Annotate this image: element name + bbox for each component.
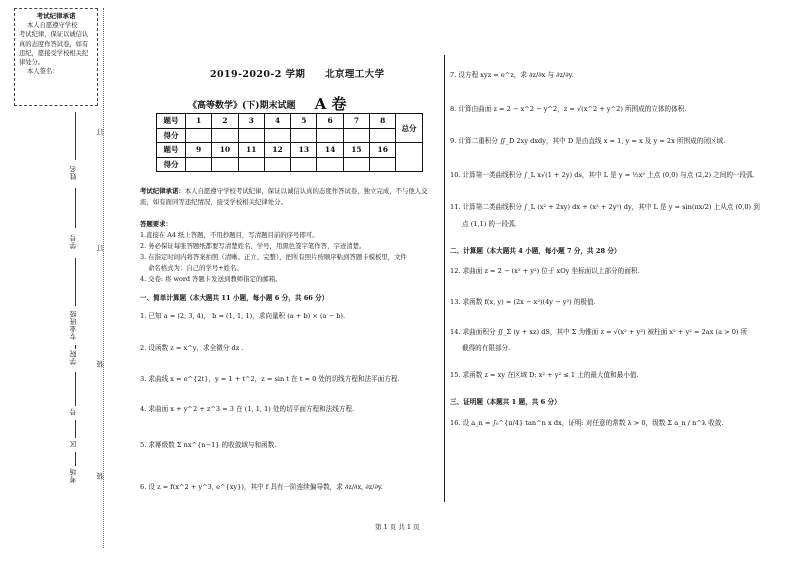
instruction-item: 3. 在指定时间内将答案拍照（清晰、正立、完整），把所有照片按顺序粘到答题卡模板里，文件 bbox=[140, 253, 407, 261]
score-cell bbox=[317, 157, 343, 172]
question-number: 14 bbox=[317, 143, 343, 158]
exam-title bbox=[188, 93, 347, 114]
binding-rule bbox=[75, 258, 76, 306]
binding-mark: 订 bbox=[96, 244, 104, 252]
pledge-label: 考试纪律承诺： bbox=[140, 187, 185, 195]
field-seat-label: 号 bbox=[69, 408, 77, 416]
binding-rule bbox=[75, 188, 76, 228]
answer-instructions bbox=[140, 219, 440, 285]
score-cell bbox=[212, 128, 238, 143]
question-10: 10. 计算第一类曲线积分 ∫_L x√(1 + 2y) ds，其中 L 是 y = ½x² 上点 (0,0) 与点 (2,2) 之间的一段弧. bbox=[450, 171, 755, 179]
question-number: 4 bbox=[264, 114, 290, 129]
score-cell bbox=[238, 157, 264, 172]
section2-title: 二、计算题（本大题共 4 小题，每小题 7 分，共 28 分） bbox=[450, 247, 621, 255]
honor-box-signature-label: 本人签名： bbox=[27, 68, 59, 76]
binding-rule bbox=[75, 112, 76, 160]
honor-box-line: 考试纪律，保证以诚信认 bbox=[19, 31, 89, 39]
question-number: 1 bbox=[186, 114, 212, 129]
exam-term-university: 2019-2020-2 学期 北京理工大学 bbox=[210, 69, 385, 80]
score-label: 得分 bbox=[157, 157, 186, 172]
instructions-label: 答题要求： bbox=[140, 220, 172, 228]
question-14-continued: 截得的有限部分. bbox=[462, 344, 511, 352]
question-number: 6 bbox=[317, 114, 343, 129]
binding-rule bbox=[75, 345, 76, 349]
column-divider bbox=[444, 55, 445, 502]
question-15: 15. 求函数 z = xy 在区域 D: x² + y² ≤ 1 上的最大值和最小值. bbox=[450, 371, 639, 379]
pledge-text: 本人自愿遵守学校考试纪律，保证以诚信认真的态度作答试卷，独立完成，不与他人交流，如有面同等违纪情况，接受学校相关纪律处分。 bbox=[140, 187, 428, 206]
honor-box-line: 违纪，愿接受学校相关纪 bbox=[19, 49, 89, 57]
field-exam-room-label: 考场 bbox=[69, 468, 77, 483]
instruction-item: 1.直接在 A4 纸上答题，不用抄题目，写清题目前的序号即可。 bbox=[140, 231, 319, 239]
question-9: 9. 计算二重积分 ∬_D 2xy dxdy，其中 D 是由直线 x = 1, y = x 及 y = 2x 所围成的闭区域. bbox=[450, 137, 726, 145]
question-11-continued: 点 (1,1) 的一段弧. bbox=[462, 220, 517, 228]
question-number: 7 bbox=[343, 114, 369, 129]
instruction-item: 4. 交卷: 将 word 答题卡发送到教师指定的邮箱。 bbox=[140, 275, 282, 283]
score-cell bbox=[212, 157, 238, 172]
score-cell bbox=[343, 128, 369, 143]
score-cell bbox=[370, 157, 396, 172]
question-number: 5 bbox=[291, 114, 317, 129]
question-1: 1. 已知 a = (2, 3, 4)， b = (1, 1, 1)，求向量积 (a + b) × (a − b). bbox=[140, 312, 346, 320]
binding-dotted-line bbox=[103, 8, 104, 548]
binding-rule bbox=[75, 452, 76, 466]
question-7: 7. 设方程 xyz = e^z，求 ∂z/∂x 与 ∂z/∂y. bbox=[450, 71, 574, 79]
section3-title: 三、证明题（本题共 1 题，共 6 分） bbox=[450, 398, 561, 406]
question-3: 3. 求曲线 x = e^{2t}，y = 1 + t^2，z = sin t 在 t = 0 处的切线方程和法平面方程. bbox=[140, 375, 400, 383]
question-16: 16. 设 a_n = ∫₀^{π/4} tan^n x dx，证明: 对任意的常数 λ > 0，级数 Σ a_n / n^λ 收敛. bbox=[450, 419, 724, 427]
question-4: 4. 求曲面 x + y^2 + z^3 = 3 在 (1, 1, 1) 处的切平面方程和法线方程. bbox=[140, 405, 355, 413]
question-2: 2. 设函数 z = x^y，求全微分 dz . bbox=[140, 344, 244, 352]
total-score-label: 总分 bbox=[396, 114, 422, 143]
question-5: 5. 求幂级数 Σ nx^{n−1} 的收敛域与和函数. bbox=[140, 441, 277, 449]
binding-mark: 装 bbox=[96, 472, 104, 480]
question-number: 2 bbox=[212, 114, 238, 129]
course-title: 《高等数学》(下)期末试题 bbox=[188, 101, 296, 111]
question-number: 11 bbox=[238, 143, 264, 158]
question-11: 11. 计算第二类曲线积分 ∫_L (x² + 2xy) dx + (x² + 2y²) dy，其中 L 是 y = sin(πx/2) 上从点 (0,0) 到 bbox=[450, 203, 760, 211]
total-score-cell bbox=[396, 143, 422, 172]
question-number: 9 bbox=[186, 143, 212, 158]
question-number-label: 题号 bbox=[157, 143, 186, 158]
score-cell bbox=[264, 157, 290, 172]
question-8: 8. 计算由曲面 z = 2 − x^2 − y^2，z = √(x^2 + y^2) 所围成的立体的体积. bbox=[450, 105, 687, 113]
question-number: 12 bbox=[264, 143, 290, 158]
honor-pledge-box bbox=[14, 8, 98, 106]
field-student-id-label: 学号 bbox=[69, 234, 77, 249]
field-college-label: 学院 bbox=[69, 350, 77, 365]
instruction-item: 命名格式为：自己的学号+姓名。 bbox=[148, 264, 243, 272]
page-number: 第 1 页 共 1 页 bbox=[375, 523, 420, 531]
score-table bbox=[156, 113, 423, 172]
binding-rule bbox=[75, 420, 76, 438]
score-cell bbox=[370, 128, 396, 143]
question-13: 13. 求函数 f(x, y) = (2x − x²)(4y − y²) 的极值. bbox=[450, 298, 596, 306]
section1-title: 一、简单计算题（本大题共 11 小题，每小题 6 分，共 66 分） bbox=[140, 294, 329, 302]
paper-type: A 卷 bbox=[314, 95, 347, 113]
score-label: 得分 bbox=[157, 128, 186, 143]
binding-mark: 装 bbox=[96, 360, 104, 368]
score-cell bbox=[317, 128, 343, 143]
score-cell bbox=[186, 157, 212, 172]
exam-pledge bbox=[140, 186, 440, 208]
honor-box-line: 律处分。 bbox=[19, 59, 45, 67]
score-cell bbox=[291, 157, 317, 172]
question-12: 12. 求曲面 z = 2 − (x² + y²) 位于 xOy 坐标面以上部分的面积. bbox=[450, 267, 640, 275]
question-number: 8 bbox=[370, 114, 396, 129]
question-number-label: 题号 bbox=[157, 114, 186, 129]
score-cell bbox=[343, 157, 369, 172]
honor-box-line: 真的态度作答试卷，如有 bbox=[19, 40, 89, 48]
question-14: 14. 求曲面积分 ∬_Σ (y + xz) dS，其中 Σ 为锥面 z = √(x² + y²) 被柱面 x² + y² = 2ax (a > 0) 所 bbox=[450, 328, 748, 336]
question-number: 15 bbox=[343, 143, 369, 158]
binding-mark: 订 bbox=[96, 128, 104, 136]
honor-box-title: 考试纪律承诺 bbox=[36, 12, 76, 20]
instruction-item: 2. 务必保证每张答题纸都要写清楚姓名、学号，用黑色签字笔作答，字迹清楚。 bbox=[140, 242, 366, 250]
score-cell bbox=[238, 128, 264, 143]
question-number: 10 bbox=[212, 143, 238, 158]
question-6: 6. 设 z = f(x^2 + y^3, e^{xy})，其中 f 具有一阶连续偏导数，求 ∂z/∂x, ∂z/∂y. bbox=[140, 483, 383, 491]
binding-rule bbox=[75, 372, 76, 406]
honor-box-line: 本人自愿遵守学校 bbox=[27, 22, 78, 30]
question-number: 16 bbox=[370, 143, 396, 158]
score-cell bbox=[186, 128, 212, 143]
score-cell bbox=[264, 128, 290, 143]
field-major-class-label: 专业班级 bbox=[69, 310, 77, 340]
field-area-label: 区 bbox=[69, 440, 77, 448]
question-number: 3 bbox=[238, 114, 264, 129]
field-name-label: 姓名 bbox=[69, 165, 77, 180]
question-number: 13 bbox=[291, 143, 317, 158]
score-cell bbox=[291, 128, 317, 143]
